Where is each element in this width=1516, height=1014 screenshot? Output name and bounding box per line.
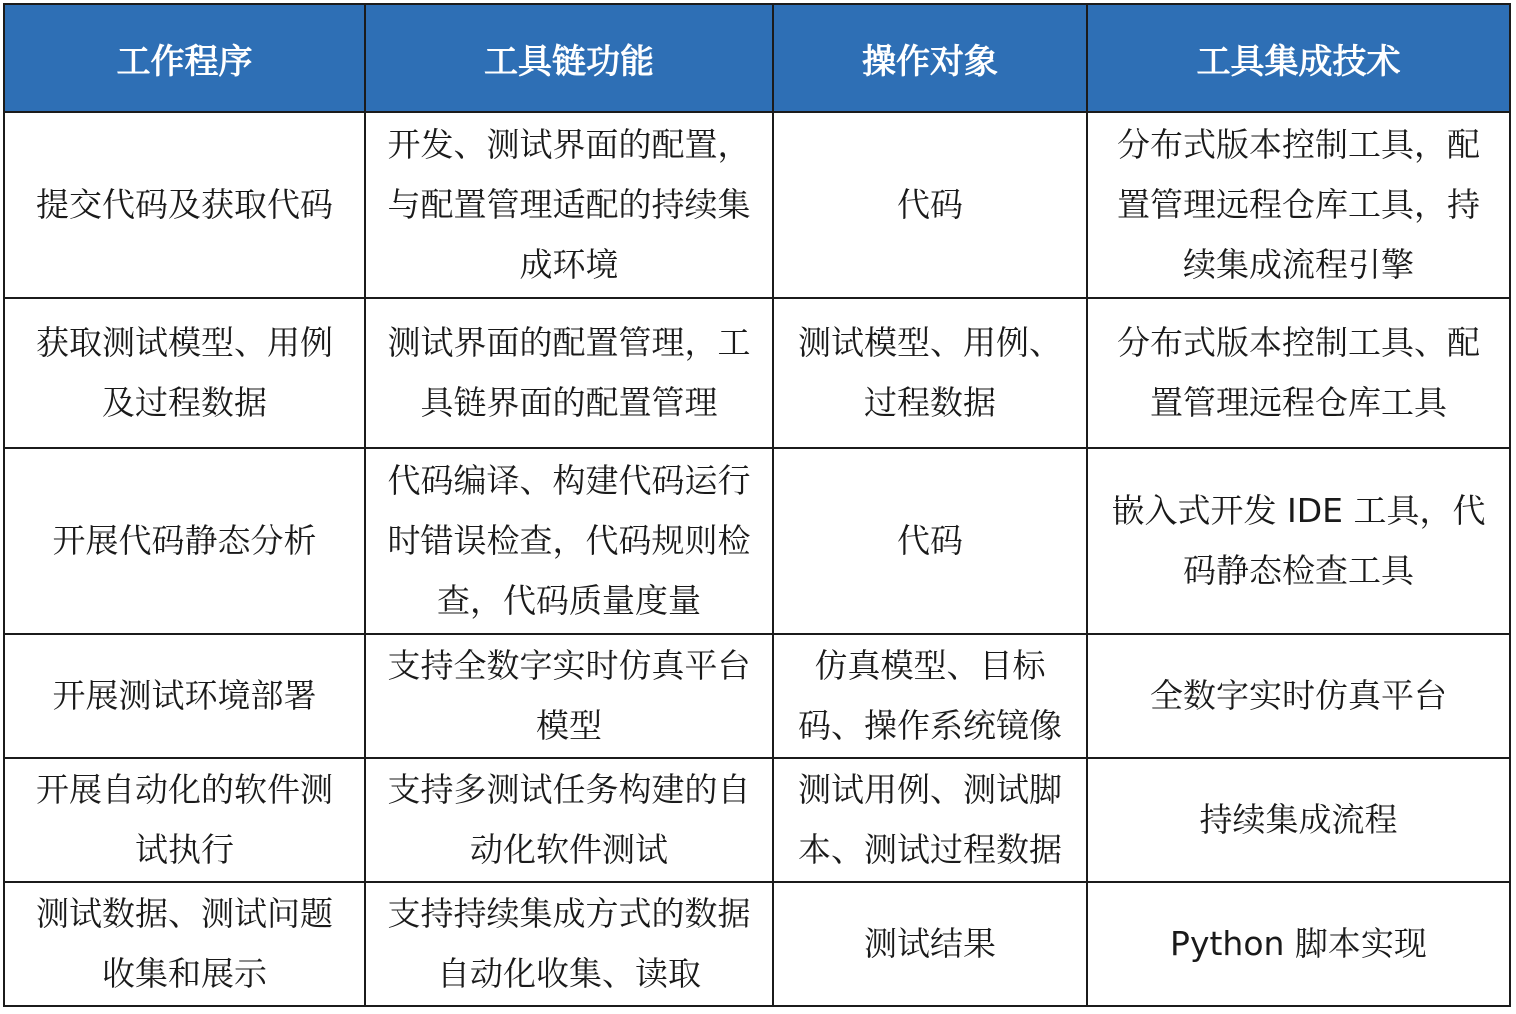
cell-operation-object: 代码 xyxy=(773,448,1087,634)
header-work-procedure: 工作程序 xyxy=(4,4,365,112)
cell-integration-technology: 嵌入式开发 IDE 工具，代码静态检查工具 xyxy=(1087,448,1510,634)
table-row xyxy=(4,112,1510,298)
tool-integration-table-container xyxy=(3,3,1509,1007)
cell-integration-technology: 分布式版本控制工具，配置管理远程仓库工具，持续集成流程引擎 xyxy=(1087,112,1510,298)
cell-work-procedure: 开展测试环境部署 xyxy=(4,634,365,758)
cell-toolchain-function: 代码编译、构建代码运行时错误检查，代码规则检查，代码质量度量 xyxy=(365,448,773,634)
table-row xyxy=(4,634,1510,758)
header-toolchain-function: 工具链功能 xyxy=(365,4,773,112)
header-operation-object: 操作对象 xyxy=(773,4,1087,112)
cell-work-procedure: 测试数据、测试问题收集和展示 xyxy=(4,882,365,1006)
cell-operation-object: 代码 xyxy=(773,112,1087,298)
cell-work-procedure: 获取测试模型、用例及过程数据 xyxy=(4,298,365,448)
cell-operation-object: 测试结果 xyxy=(773,882,1087,1006)
tool-integration-table xyxy=(3,3,1511,1007)
cell-operation-object: 测试模型、用例、过程数据 xyxy=(773,298,1087,448)
cell-work-procedure: 开展自动化的软件测试执行 xyxy=(4,758,365,882)
cell-toolchain-function: 开发、测试界面的配置，与配置管理适配的持续集成环境 xyxy=(365,112,773,298)
header-integration-technology: 工具集成技术 xyxy=(1087,4,1510,112)
table-header-row xyxy=(4,4,1510,112)
cell-toolchain-function: 支持全数字实时仿真平台模型 xyxy=(365,634,773,758)
table-row xyxy=(4,758,1510,882)
cell-toolchain-function: 测试界面的配置管理，工具链界面的配置管理 xyxy=(365,298,773,448)
table-row xyxy=(4,448,1510,634)
cell-integration-technology: 分布式版本控制工具、配置管理远程仓库工具 xyxy=(1087,298,1510,448)
cell-work-procedure: 开展代码静态分析 xyxy=(4,448,365,634)
cell-integration-technology: Python 脚本实现 xyxy=(1087,882,1510,1006)
table-row xyxy=(4,298,1510,448)
cell-operation-object: 测试用例、测试脚本、测试过程数据 xyxy=(773,758,1087,882)
cell-integration-technology: 持续集成流程 xyxy=(1087,758,1510,882)
cell-integration-technology: 全数字实时仿真平台 xyxy=(1087,634,1510,758)
cell-toolchain-function: 支持多测试任务构建的自动化软件测试 xyxy=(365,758,773,882)
cell-work-procedure: 提交代码及获取代码 xyxy=(4,112,365,298)
table-row xyxy=(4,882,1510,1006)
cell-operation-object: 仿真模型、目标码、操作系统镜像 xyxy=(773,634,1087,758)
cell-toolchain-function: 支持持续集成方式的数据自动化收集、读取 xyxy=(365,882,773,1006)
